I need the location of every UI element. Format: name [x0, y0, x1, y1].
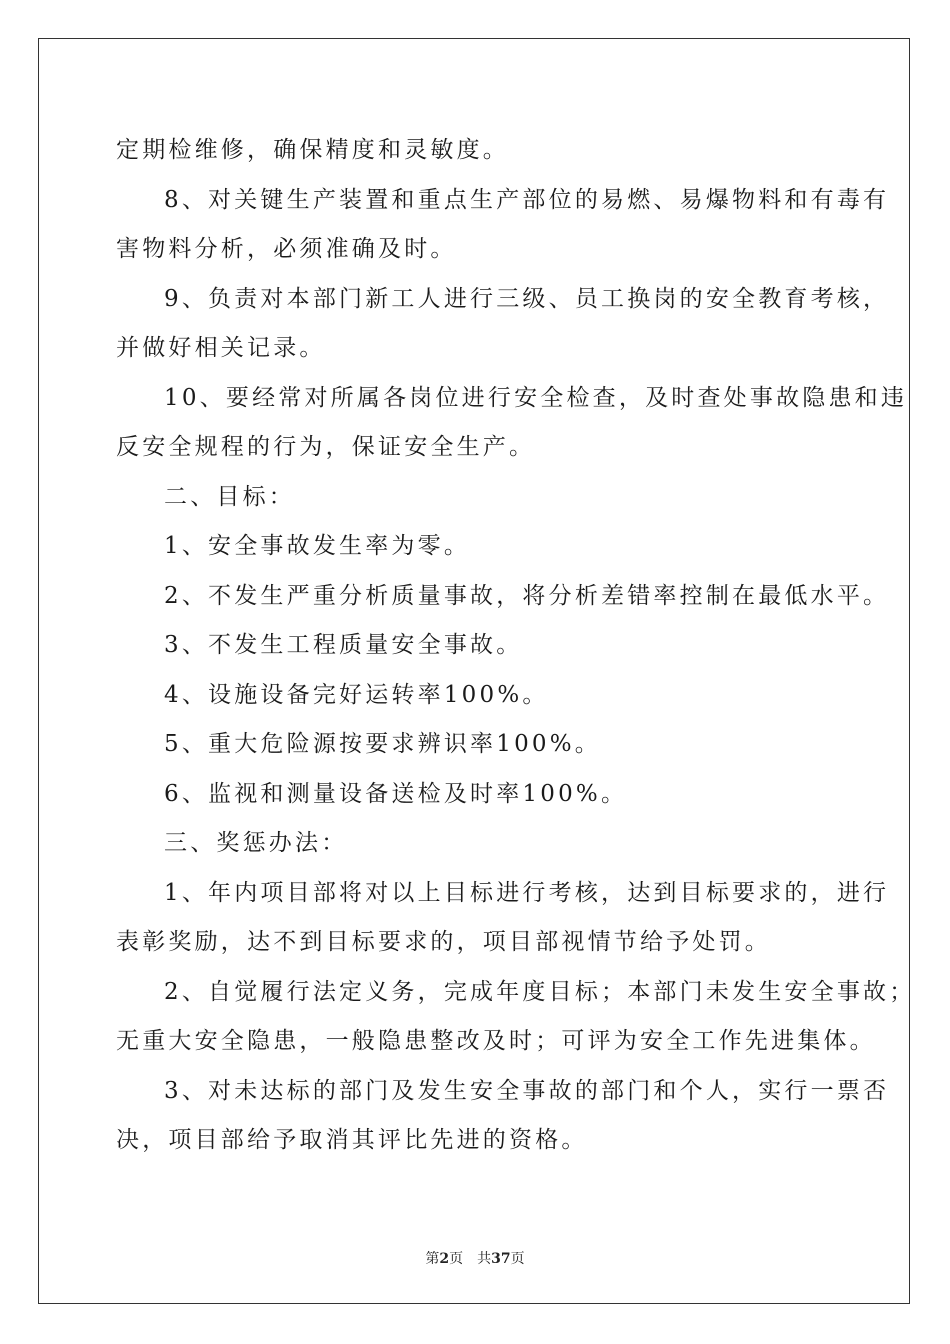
page-footer — [0, 1248, 950, 1268]
paragraph-line: 无重大安全隐患，一般隐患整改及时；可评为安全工作先进集体。 — [116, 1028, 876, 1054]
paragraph-line: 10、要经常对所属各岗位进行安全检查，及时查处事故隐患和违 — [164, 384, 908, 411]
paragraph-line: 9、负责对本部门新工人进行三级、员工换岗的安全教育考核， — [164, 285, 890, 312]
page-number: 2 — [439, 1251, 450, 1267]
total-suffix: 页 — [510, 1251, 525, 1267]
total-pages: 37 — [491, 1251, 511, 1267]
paragraph-line: 反安全规程的行为，保证安全生产。 — [116, 434, 536, 460]
document-body — [116, 126, 916, 1166]
paragraph-line: 害物料分析，必须准确及时。 — [116, 236, 457, 262]
paragraph-line: 8、对关键生产装置和重点生产部位的易燃、易爆物料和有毒有 — [164, 186, 890, 213]
paragraph-line: 3、对未达标的部门及发生安全事故的部门和个人，实行一票否 — [164, 1077, 890, 1104]
paragraph-line: 2、不发生严重分析质量事故，将分析差错率控制在最低水平。 — [164, 582, 890, 609]
total-prefix: 共 — [477, 1251, 492, 1267]
paragraph-line: 表彰奖励，达不到目标要求的，项目部视情节给予处罚。 — [116, 929, 771, 955]
page-suffix: 页 — [449, 1251, 464, 1267]
paragraph-line: 决，项目部给予取消其评比先进的资格。 — [116, 1127, 588, 1153]
paragraph-line: 1、安全事故发生率为零。 — [164, 533, 471, 559]
paragraph-line: 5、重大危险源按要求辨识率100%。 — [164, 731, 601, 757]
paragraph-line: 并做好相关记录。 — [116, 335, 326, 361]
paragraph-line: 1、年内项目部将对以上目标进行考核，达到目标要求的，进行 — [164, 879, 890, 906]
paragraph-line: 6、监视和测量设备送检及时率100%。 — [164, 780, 628, 807]
paragraph-line: 定期检维修，确保精度和灵敏度。 — [116, 137, 509, 163]
paragraph-line: 3、不发生工程质量安全事故。 — [164, 632, 523, 658]
page-prefix: 第 — [425, 1251, 440, 1267]
paragraph-line: 4、设施设备完好运转率100%。 — [164, 681, 549, 708]
section-heading: 三、奖惩办法： — [164, 830, 348, 856]
section-heading: 二、目标： — [164, 483, 295, 510]
paragraph-line: 2、自觉履行法定义务，完成年度目标；本部门未发生安全事故； — [164, 978, 916, 1005]
